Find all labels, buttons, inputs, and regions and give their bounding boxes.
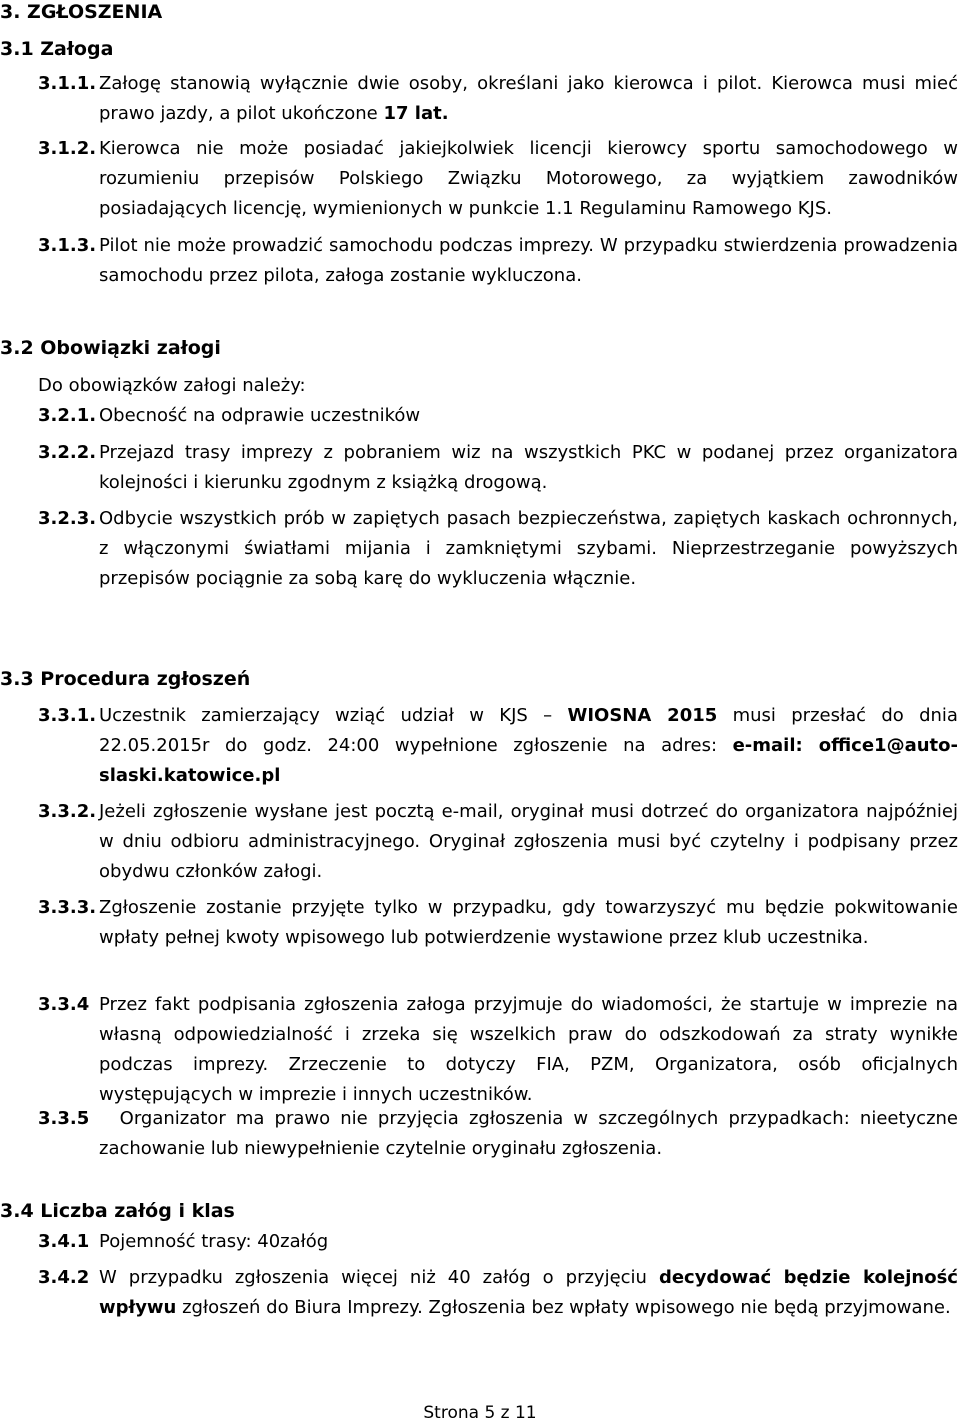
- paragraph-text-2: musi przesłać do dnia 22.05.2015r do godz. 24:00 wypełnione zgłoszenie na adres:: [99, 705, 958, 756]
- paragraph-text: Odbycie wszystkich prób w zapiętych pasach bezpieczeństwa, zapiętych kaskach ochronnych, z włączonymi światłami mijania i zamkniętymi szybami. Nieprzestrzeganie powyższych przepisów pociągnie za sobą karę do wykluczenia włącznie.: [99, 508, 958, 589]
- paragraph-number: 3.2.3.: [38, 508, 97, 529]
- paragraph-number: 3.2.2.: [38, 442, 97, 463]
- paragraph-number: 3.4.1: [38, 1231, 90, 1252]
- paragraph-3-3-4: [38, 990, 958, 1110]
- page-footer: Strona 5 z 11: [423, 1403, 537, 1423]
- paragraph-number: 3.3.3.: [38, 897, 97, 918]
- section-title: 3. ZGŁOSZENIA: [0, 1, 163, 23]
- paragraph-3-4-2: [38, 1263, 958, 1323]
- paragraph-text: W przypadku zgłoszenia więcej niż 40 załóg o przyjęciu: [99, 1267, 647, 1288]
- paragraph-3-2-1: [38, 401, 958, 431]
- paragraph-3-1-2: [38, 134, 958, 224]
- subsection-title-3-4: 3.4 Liczba załóg i klas: [0, 1200, 235, 1222]
- paragraph-text: Pojemność trasy: 40załóg: [99, 1231, 329, 1252]
- paragraph-text: Organizator ma prawo nie przyjęcia zgłoszenia w szczególnych przypadkach: nieetyczne zachowanie lub niewypełnienie czytelnie oryginału zgłoszenia.: [99, 1108, 959, 1159]
- paragraph-text: Jeżeli zgłoszenie wysłane jest pocztą e-mail, oryginał musi dotrzeć do organizatora najpóźniej w dniu odbioru administracyjnego. Oryginał zgłoszenia musi być czytelny i podpisany przez obydwu członków załogi.: [99, 801, 958, 882]
- paragraph-text: Załogę stanowią wyłącznie dwie osoby, określani jako kierowca i pilot. Kierowca musi mieć prawo jazdy, a pilot ukończone: [99, 73, 958, 124]
- paragraph-number: 3.1.1.: [38, 73, 97, 94]
- paragraph-3-4-1: [38, 1227, 958, 1257]
- paragraph-number: 3.1.3.: [38, 235, 97, 256]
- paragraph-bold: decydować będzie kolejność wpływu: [99, 1267, 958, 1318]
- paragraph-number: 3.1.2.: [38, 138, 97, 159]
- paragraph-text: Przejazd trasy imprezy z pobraniem wiz na wszystkich PKC w podanej przez organizatora kolejności i kierunku zgodnym z książką drogową.: [99, 442, 958, 493]
- paragraph-text: Pilot nie może prowadzić samochodu podczas imprezy. W przypadku stwierdzenia prowadzenia samochodu przez pilota, załoga zostanie wykluczona.: [99, 235, 958, 286]
- paragraph-3-3-3: [38, 893, 958, 953]
- paragraph-number: 3.4.2: [38, 1267, 90, 1288]
- paragraph-text: Przez fakt podpisania zgłoszenia załoga przyjmuje do wiadomości, że startuje w imprezie na własną odpowiedzialność i zrzeka się wszelkich praw do odszkodowań za straty wynikłe podczas imprezy. Zrzeczenie to dotyczy FIA, PZM, Organizatora, osób oficjalnych występujących w imprezie i innych uczestników.: [99, 994, 958, 1105]
- paragraph-number: 3.3.5: [38, 1108, 90, 1129]
- paragraph-bold: 17 lat.: [383, 103, 449, 124]
- paragraph-3-1-1: [38, 69, 958, 129]
- paragraph-intro: Do obowiązków załogi należy:: [38, 375, 306, 396]
- paragraph-text: Zgłoszenie zostanie przyjęte tylko w przypadku, gdy towarzyszyć mu będzie pokwitowanie wpłaty pełnej kwoty wpisowego lub potwierdzenie wystawione przez klub uczestnika.: [99, 897, 958, 948]
- paragraph-3-3-1: [38, 701, 958, 791]
- paragraph-text: Kierowca nie może posiadać jakiejkolwiek licencji kierowcy sportu samochodowego w rozumieniu przepisów Polskiego Związku Motorowego, za wyjątkiem zawodników posiadających licencję, wymienionych w punkcie 1.1 Regulaminu Ramowego KJS.: [99, 138, 958, 219]
- paragraph-text: Uczestnik zamierzający wziąć udział w KJS –: [99, 705, 553, 726]
- subsection-title-3-1: 3.1 Załoga: [0, 38, 114, 60]
- subsection-title-3-2: 3.2 Obowiązki załogi: [0, 337, 221, 359]
- paragraph-number: 3.3.1.: [38, 705, 97, 726]
- paragraph-3-2-2: [38, 438, 958, 498]
- paragraph-text: Obecność na odprawie uczestników: [99, 405, 421, 426]
- paragraph-3-3-2: [38, 797, 958, 887]
- paragraph-number: 3.3.4: [38, 994, 90, 1015]
- subsection-title-3-3: 3.3 Procedura zgłoszeń: [0, 668, 251, 690]
- paragraph-3-1-3: [38, 231, 958, 291]
- paragraph-number: 3.3.2.: [38, 801, 97, 822]
- paragraph-3-3-5: [38, 1104, 958, 1164]
- paragraph-text-2: zgłoszeń do Biura Imprezy. Zgłoszenia bez wpłaty wpisowego nie będą przyjmowane.: [182, 1297, 951, 1318]
- event-name: WIOSNA 2015: [567, 705, 718, 726]
- email-address: e-mail: office1@auto-slaski.katowice.pl: [99, 735, 958, 786]
- paragraph-3-2-3: [38, 504, 958, 594]
- paragraph-number: 3.2.1.: [38, 405, 97, 426]
